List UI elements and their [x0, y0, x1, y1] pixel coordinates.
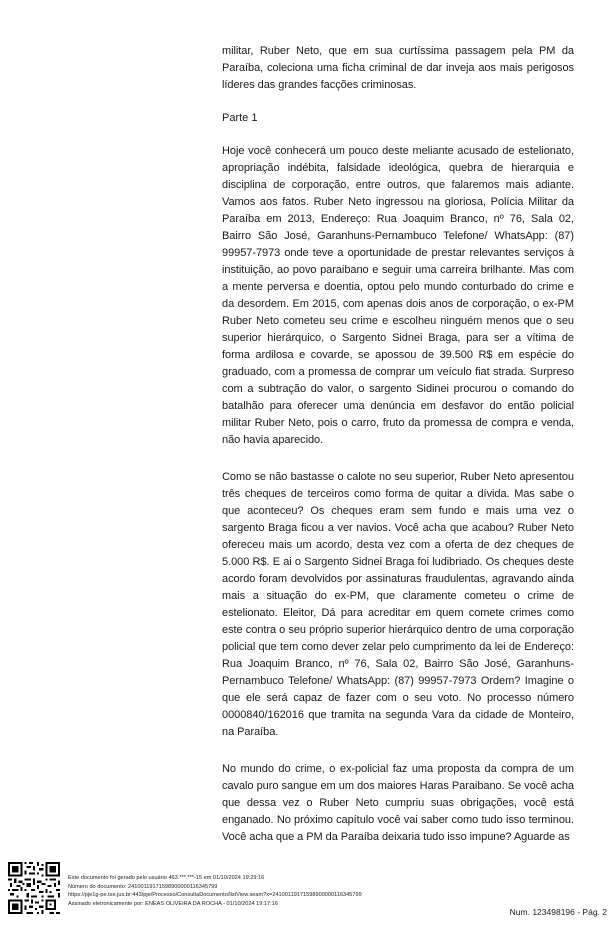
section-heading: Parte 1 — [222, 112, 258, 124]
intro-paragraph: militar, Ruber Neto, que em sua curtíssima passagem pela PM da Paraíba, coleciona uma ficha criminal de dar inveja aos mais perigosos líderes das grandes facções criminosas. — [222, 45, 574, 91]
paragraph-2: Como se não bastasse o calote no seu superior, Ruber Neto apresentou três cheques de terceiros como forma de quitar a dívida. Mas sabe o que aconteceu? Os cheques eram sem fundo e mais uma vez o sargento Braga ficou a ver navios. Você acha que acabou? Ruber Neto ofereceu mais um acordo, desta vez com a oferta de dez cheques de 5.000 R$. E ai o Sargento Sidnei Braga foi ludibriado. Os cheques deste acordo foram devolvidos por assinaturas fraudulentas, agravando ainda mais a situação do ex-PM, que claramente cometeu o crime de estelionato. Eleitor, Dá para acreditar em quem comete crimes como este contra o seu próprio superior hierárquico dentro de uma corporação policial que tem como dever zelar pelo cumprimento da lei de Endereço: Rua Joaquim Branco, nº 76, Sala 02, Bairro São José, Garanhuns-Pernambuco Telefone/ WhatsApp: (87) 99957-7973 Ordem? Imagine o que ele será capaz de fazer com o seu voto. No processo número 0000840/162016 que tramita na segunda Vara da cidade de Monteiro, na Paraíba. — [222, 471, 574, 738]
footer-signature: Assinado eletronicamente por: ENEAS OLIVEIRA DA ROCHA - 01/10/2024 19:17:16 — [68, 900, 278, 907]
paragraph-1: Hoje você conhecerá um pouco deste meliante acusado de estelionato, apropriação indébita, falsidade ideológica, quebra de hierarquia e disciplina de corporação, entre outros, que falaremos mais adiante. Vamos aos fatos. Ruber Neto ingressou na gloriosa, Polícia Militar da Paraíba em 2013, Endereço: Rua Joaquim Branco, nº 76, Sala 02, Bairro São José, Garanhuns-Pernambuco Telefone/ WhatsApp: (87) 99957-7973 onde teve a oportunidade de prestar relevantes serviços à instituição, ao povo paraibano e seguir uma carreira brilhante. Mas com a mente perversa e doentia, optou pelo mundo conturbado do crime e da desordem. Em 2015, com apenas dois anos de corporação, o ex-PM Ruber Neto cometeu seu crime e escolheu ninguém menos que o seu superior hierárquico, o Sargento Sidnei Braga, para ser a vítima de forma ardilosa e covarde, se apossou de 39.500 R$ em espécie do graduado, com a promessa de comprar um veículo fiat strada. Surpreso com a subtração do valor, o sargento Sidinei procurou o comando do batalhão para oferecer uma denúncia em desfavor do então policial militar Ruber Neto, pois o carro, fruto da promessa de compra e venda, não havia aparecido. — [222, 145, 574, 446]
footer-document-number: Número do documento: 24100119171598900000116345799 — [68, 883, 218, 890]
footer-document-url[interactable]: https://pje1g-pe.tse.jus.br:443/pje/Processo/ConsultaDocumento/listView.seam?x=24100119171598900000116345799 — [68, 892, 362, 899]
footer-metadata — [68, 874, 362, 908]
footer-generated-by: Este documento foi gerado pelo usuário 463.***.***-15 em 01/10/2024 19:29:16 — [68, 875, 265, 881]
paragraph-3: No mundo do crime, o ex-policial faz uma proposta da compra de um cavalo puro sangue em um dos maiores Haras Paraibano. Se você acha que dessa vez o Ruber Neto cumpriu suas obrigações, você está enganado. No próximo capítulo você vai saber como tudo isso terminou. Você acha que a PM da Paraíba deixaria tudo isso impune? Aguarde as — [222, 763, 574, 843]
document-footer — [0, 858, 611, 927]
document-body — [222, 43, 574, 866]
page-number: Num. 123498196 - Pág. 2 — [509, 907, 607, 917]
qr-code-icon — [8, 862, 60, 914]
